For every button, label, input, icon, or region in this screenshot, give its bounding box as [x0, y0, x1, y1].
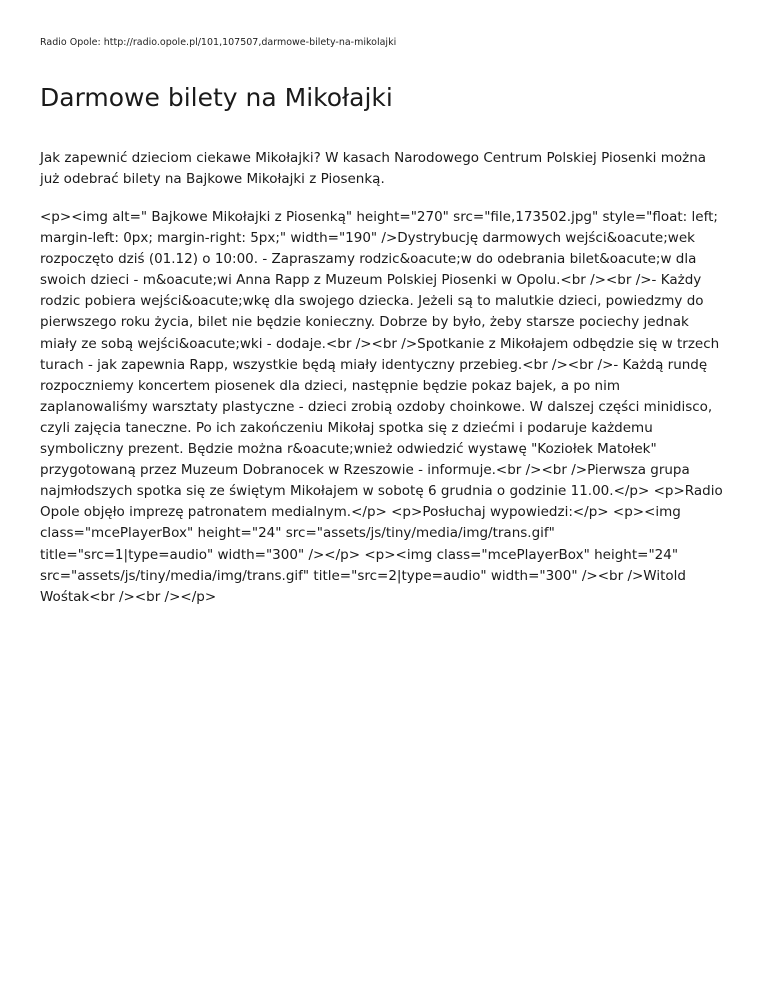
article-title: Darmowe bilety na Mikołajki — [40, 83, 393, 112]
article-body-raw-html: <p><img alt=" Bajkowe Mikołajki z Piosenką" height="270" src="file,173502.jpg" style="float: left; margin-left: 0px; margin-right: 5px;" width="190" />Dystrybucję darmowych wejści&oacute;wek rozpoczęto dziś (01.12) o 10:00. - Zapraszamy rodzic&oacute;w do odebrania bilet&oacute;w dla swoich dzieci - m&oacute;wi Anna Rapp z Muzeum Polskiej Piosenki w Opolu.<br /><br />- Każdy rodzic pobiera wejści&oacute;wkę dla swojego dziecka. Jeżeli są to malutkie dzieci, powiedzmy do pierwszego roku życia, bilet nie będzie konieczny. Dobrze by było, żeby starsze pociechy jednak miały ze sobą wejści&oacute;wki - dodaje.<br /><br />Spotkanie z Mikołajem odbędzie się w trzech turach - jak zapewnia Rapp, wszystkie będą miały identyczny przebieg.<br /><br />- Każdą rundę rozpoczniemy koncertem piosenek dla dzieci, następnie będzie pokaz bajek, a po nim zaplanowaliśmy warsztaty plastyczne - dzieci zrobią ozdoby choinkowe. W dalszej części minidisco, czyli zajęcia taneczne. Po ich zakończeniu Mikołaj spotka się z dziećmi i podaruje każdemu symboliczny prezent. Będzie można r&oacute;wnież odwiedzić wystawę "Koziołek Matołek" przygotowaną przez Muzeum Dobranocek w Rzeszowie - informuje.<br /><br />Pierwsza grupa najmłodszych spotka się ze świętym Mikołajem w sobotę 6 grudnia o godzinie 11.00.</p> <p>Radio Opole objęło imprezę patronatem medialnym.</p> <p>Posłuchaj wypowiedzi:</p> <p><img class="mcePlayerBox" height="24" src="assets/js/tiny/media/img/trans.gif" title="src=1|type=audio" width="300" /></p> <p><img class="mcePlayerBox" height="24" src="assets/js/tiny/media/img/trans.gif" title="src=2|type=audio" width="300" /><br />Witold Wośtak<br /><br /></p> — [40, 209, 723, 605]
source-url: Radio Opole: http://radio.opole.pl/101,107507,darmowe-bilety-na-mikolajki — [40, 37, 397, 48]
article-lead: Jak zapewnić dzieciom ciekawe Mikołajki? W kasach Narodowego Centrum Polskiej Piosenki można już odebrać bilety na Bajkowe Mikołajki z Piosenką. — [40, 150, 707, 187]
